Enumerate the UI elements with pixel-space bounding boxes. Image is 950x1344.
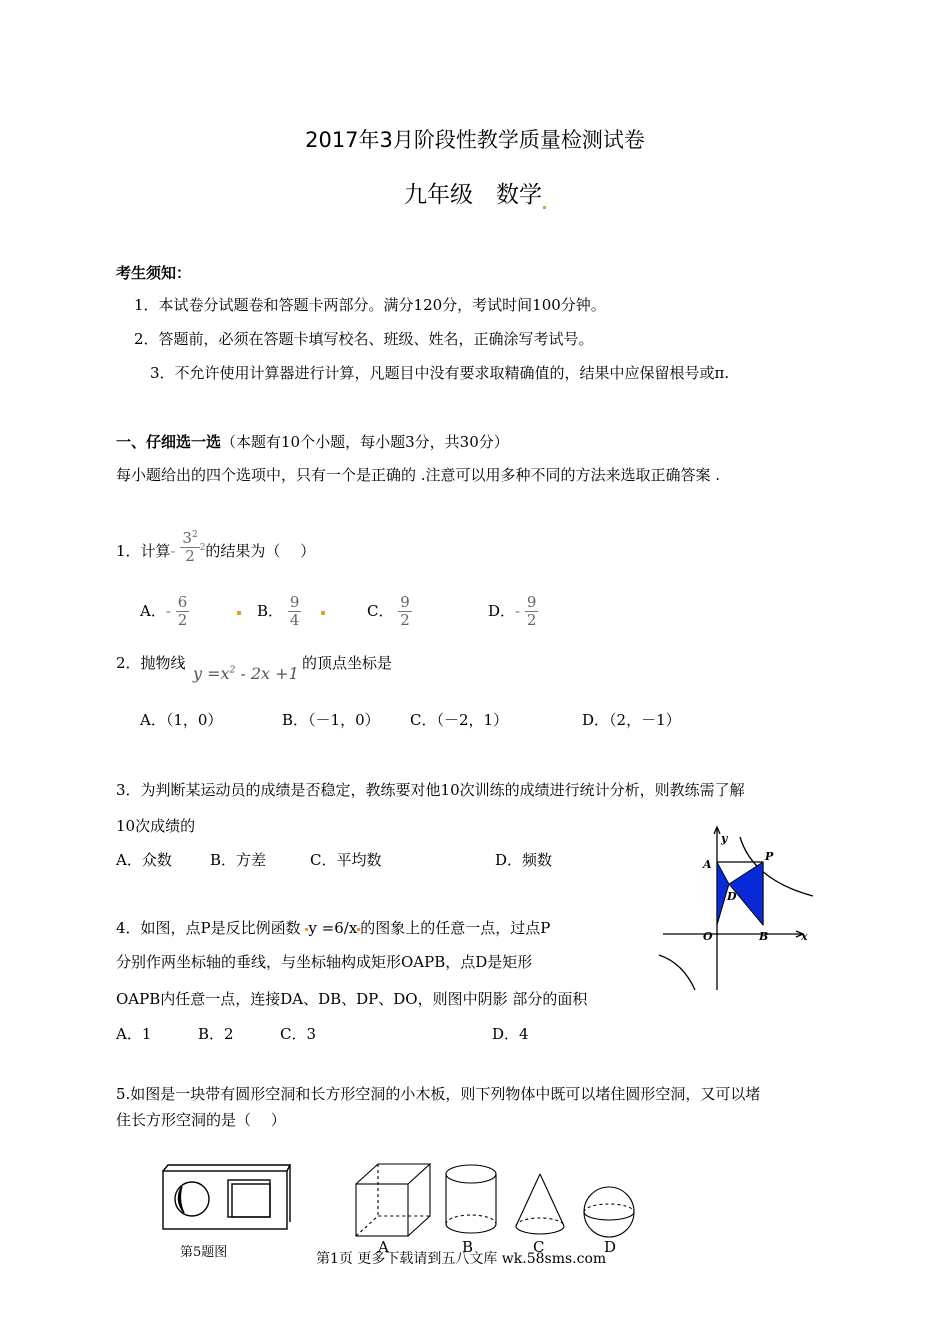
q3-line: 10次成绩的 <box>116 817 196 835</box>
option-label: C． <box>367 601 394 620</box>
section-intro: 每小题给出的四个选项中，只有一个是正确的 .注意可以用多种不同的方法来选取正确答案 . <box>116 466 721 484</box>
section-heading-note: （本题有10个小题，每小题3分，共30分） <box>221 433 509 451</box>
solid-label-c[interactable]: C <box>533 1238 545 1256</box>
option-label: D． <box>488 601 516 620</box>
q3-option-b[interactable]: B．方差 <box>210 851 267 869</box>
q1-option-d[interactable] <box>488 594 538 630</box>
q3-option-c[interactable]: C．平均数 <box>310 851 382 869</box>
label-y: y <box>721 832 728 845</box>
circle-hole-shadow <box>178 1186 184 1213</box>
formula-rest: - 2x +1 <box>235 664 299 683</box>
formula-y: y <box>193 664 203 683</box>
page-title: 2017年3月阶段性教学质量检测试卷 <box>305 128 645 152</box>
q2-option-b[interactable]: B．（－1，0） <box>282 711 380 729</box>
q4-line <box>116 917 550 938</box>
cone-icon <box>516 1174 564 1234</box>
option-fraction <box>176 594 190 630</box>
frac-den: 4 <box>289 611 300 630</box>
q4-figure <box>655 822 820 994</box>
question-1 <box>116 529 316 566</box>
frac-num: 9 <box>289 593 300 611</box>
option-label: A． <box>140 601 166 620</box>
option-fraction <box>398 594 412 630</box>
rect-hole-inner <box>232 1184 270 1217</box>
notice-item: 1．本试卷分试题卷和答题卡两部分。满分120分，考试时间100分钟。 <box>134 296 606 314</box>
q1-option-b[interactable] <box>257 594 301 630</box>
q1-minus: - <box>170 541 176 560</box>
q1-fraction <box>180 530 199 566</box>
option-fraction <box>288 594 302 630</box>
hyperbola-branch-2 <box>659 955 695 990</box>
option-sign: - <box>165 601 171 620</box>
q1-frac-num <box>180 530 199 548</box>
label-a: A <box>703 858 712 871</box>
notice-item: 3．不允许使用计算器进行计算，凡题目中没有要求取精确值的，结果中应保留根号或π. <box>150 364 730 382</box>
q2-suffix: 的顶点坐标是 <box>302 654 393 672</box>
q4-text: 4．如图，点P是反比例函数 <box>116 919 301 937</box>
frac-den: 2 <box>400 611 410 630</box>
option-fraction <box>525 594 539 630</box>
q4-line: OAPB内任意一点，连接DA、DB、DP、DO，则图中阴影 部分的面积 <box>116 990 588 1008</box>
solid-label-a[interactable]: A <box>378 1238 389 1256</box>
q2-formula <box>193 664 299 683</box>
frac-num: 6 <box>177 593 188 611</box>
q5-board-figure <box>160 1162 292 1234</box>
cylinder-icon <box>446 1165 496 1233</box>
q5-line: 5.如图是一块带有圆形空洞和长方形空洞的小木板，则下列物体中既可以堵住圆形空洞，又可以堵 <box>116 1085 761 1103</box>
frac-den: 2 <box>177 611 188 630</box>
solid-label-d[interactable]: D <box>604 1238 617 1256</box>
q4-option-c[interactable]: C．3 <box>280 1025 317 1043</box>
q2-option-a[interactable]: A．（1，0） <box>140 711 223 729</box>
label-p: P <box>765 850 774 863</box>
q1-outer-sup: 2 <box>199 542 206 553</box>
q1-option-c[interactable] <box>367 594 412 630</box>
marker-dot <box>543 206 546 209</box>
sphere-icon <box>584 1187 634 1237</box>
notice-item: 2．答题前，必须在答题卡填写校名、班级、姓名，正确涂写考试号。 <box>134 330 594 348</box>
notice-heading: 考生须知： <box>116 264 192 282</box>
q2-prefix: 2．抛物线 <box>116 654 186 672</box>
rect-hole <box>228 1180 270 1217</box>
page-subtitle <box>0 176 950 209</box>
q1-suffix: 的结果为（ ） <box>205 541 316 560</box>
q1-prefix: 1．计算 <box>116 541 171 560</box>
q1-num-text: 3 <box>182 529 192 547</box>
cube-icon <box>356 1164 430 1236</box>
option-sign: - <box>515 601 521 620</box>
q4-option-a[interactable]: A．1 <box>116 1025 152 1043</box>
label-d: D <box>727 890 737 903</box>
section-heading <box>116 431 509 452</box>
q5-solids-figure <box>350 1160 640 1240</box>
q2-option-c[interactable]: C．（－2，1） <box>410 711 509 729</box>
q3-option-a[interactable]: A．众数 <box>116 851 172 869</box>
page-footer: 第1页 更多下载请到五八文库 wk.58sms.com <box>316 1251 607 1267</box>
formula-eq: =x <box>202 664 230 683</box>
q4-option-d[interactable]: D．4 <box>492 1025 529 1043</box>
marker-dot <box>321 611 325 615</box>
frac-num: 9 <box>400 593 410 611</box>
marker-dot <box>237 611 241 615</box>
subtitle-text: 九年级 数学 <box>404 182 542 208</box>
label-o: O <box>703 930 713 943</box>
q1-frac-den: 2 <box>185 547 195 566</box>
q4-line: 分别作两坐标轴的垂线，与坐标轴构成矩形OAPB，点D是矩形 <box>116 953 533 971</box>
q4-text: 的图象上的任意一点，过点P <box>360 919 551 937</box>
q2-option-d[interactable]: D．（2，－1） <box>582 711 681 729</box>
q3-line: 3．为判断某运动员的成绩是否稳定，教练要对他10次训练的成绩进行统计分析，则教练需了解 <box>116 781 745 799</box>
option-label: B． <box>257 601 284 620</box>
solid-label-b[interactable]: B <box>462 1238 474 1256</box>
q4-option-b[interactable]: B．2 <box>198 1025 234 1043</box>
q1-option-a[interactable] <box>140 594 189 630</box>
label-x: x <box>801 930 808 943</box>
q5-line: 住长方形空洞的是（ ） <box>116 1111 286 1129</box>
formula-sup: 2 <box>229 665 236 676</box>
q4-function: y =6/x <box>308 919 358 937</box>
figure-caption: 第5题图 <box>180 1245 228 1260</box>
section-heading-label: 一、仔细选一选 <box>116 433 222 451</box>
label-b: B <box>759 930 769 943</box>
frac-den: 2 <box>526 611 537 630</box>
q1-num-sup: 2 <box>191 530 198 540</box>
q3-option-d[interactable]: D．频数 <box>495 851 553 869</box>
frac-num: 9 <box>526 593 537 611</box>
board-top <box>163 1165 290 1171</box>
